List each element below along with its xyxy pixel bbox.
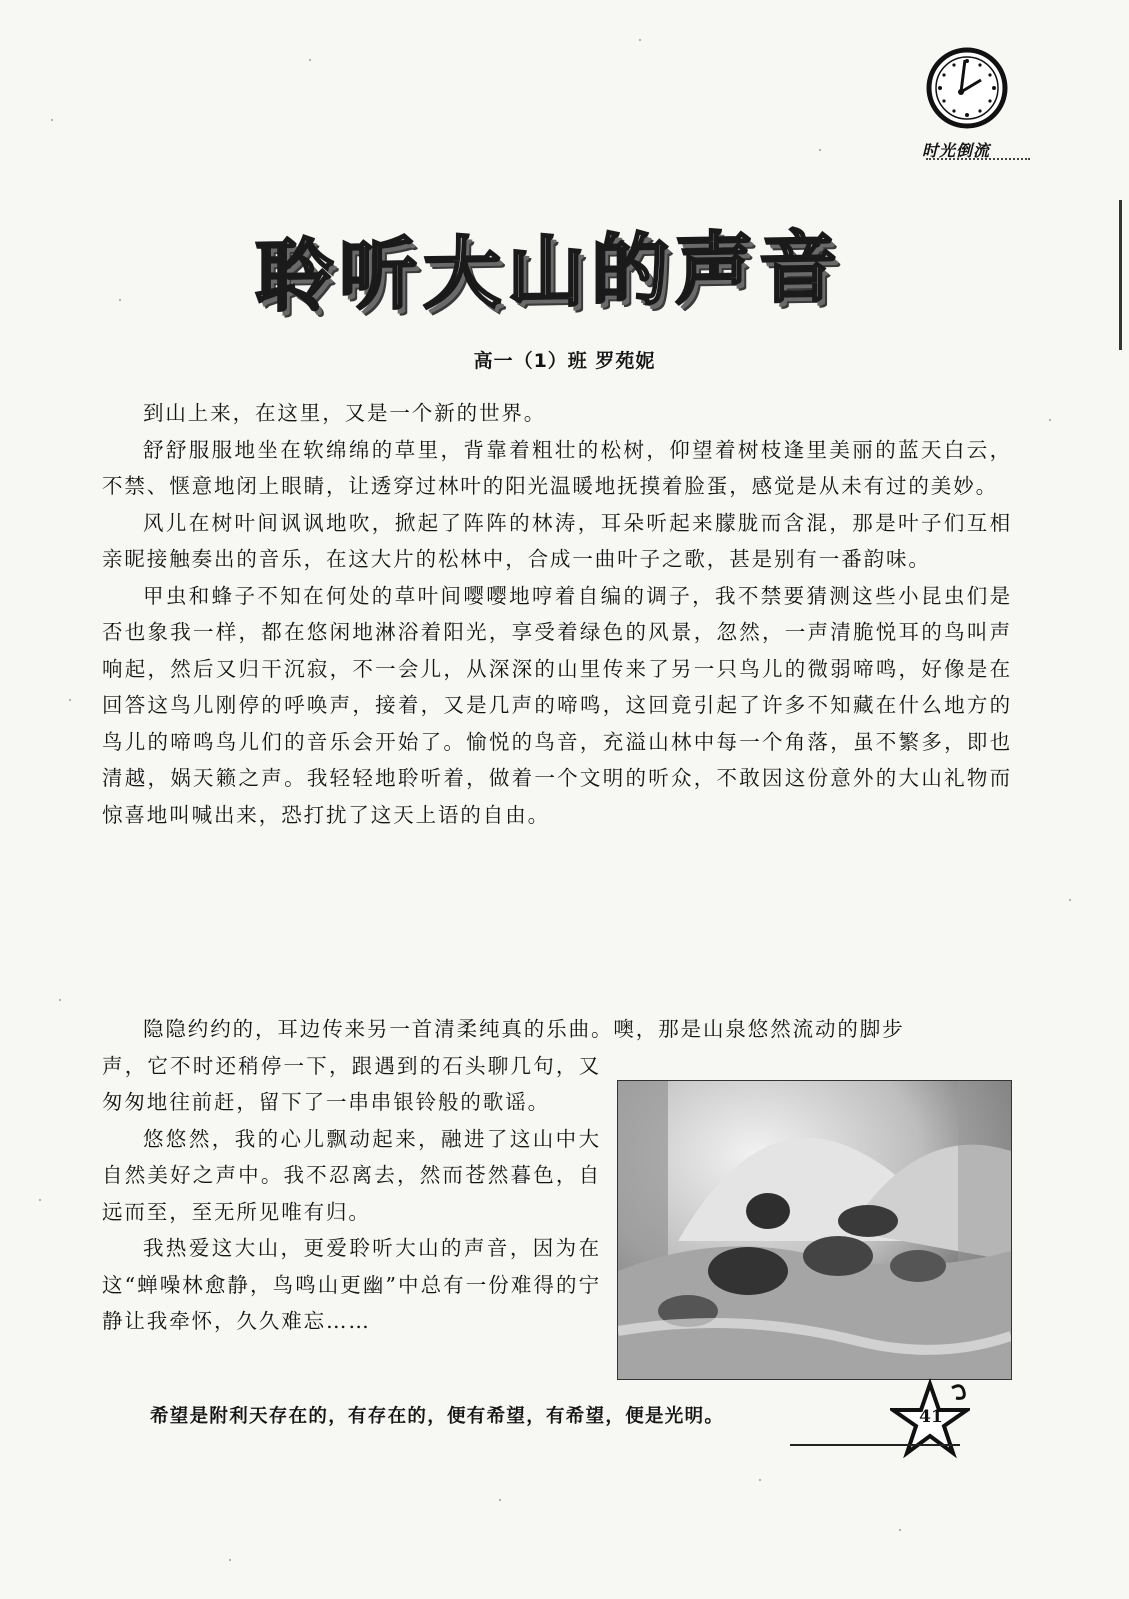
paragraph-1: 到山上来，在这里，又是一个新的世界。 [143,401,547,425]
mountain-photo [617,1080,1012,1380]
logo-text: 时光倒流 [922,141,991,160]
page-number: 41 [919,1407,943,1427]
paragraph-6: 悠悠然，我的心儿飘动起来，融进了这山中大自然美好之声中。我不忍离去，然而苍然暮色，自远而至，至无所见唯有归。 [102,1126,601,1224]
paragraph-5-first-line: 隐隐约约的，耳边传来另一首清柔纯真的乐曲。噢，那是山泉悠然流动的脚步 [143,1017,905,1041]
paragraph-3: 风儿在树叶间讽讽地吹，掀起了阵阵的林涛，耳朵听起来朦胧而含混，那是叶子们互相亲昵接触奏出的音乐，在这大片的松林中，合成一曲叶子之歌，甚是别有一番韵味。 [102,510,1012,571]
paragraph-4: 甲虫和蜂子不知在何处的草叶间嘤嘤地哼着自编的调子，我不禁要猜测这些小昆虫们是否也象我一样，都在悠闲地淋浴着阳光，享受着绿色的风景，忽然，一声清脆悦耳的鸟叫声响起，然后又归干沉寂，不一会儿，从深深的山里传来了另一只鸟儿的微弱啼鸣，好像是在回答这鸟儿刚停的呼唤声，接着，又是几声的啼鸣，这回竟引起了许多不知藏在什么地方的鸟儿的啼鸣鸟儿们的音乐会开始了。愉悦的鸟音，充溢山林中每一个角落，虽不繁多，即也清越，娲天籁之声。我轻轻地聆听着，做着一个文明的听众，不敢因这份意外的大山礼物而惊喜地叫喊出来，恐打扰了这天上语的自由。 [102,583,1012,827]
paragraph-2: 舒舒服服地坐在软绵绵的草里，背靠着粗壮的松树，仰望着树枝逢里美丽的蓝天白云，不禁、惬意地闭上眼睛，让透穿过林叶的阳光温暖地抚摸着脸蛋，感觉是从未有过的美妙。 [102,437,1012,498]
article-body [102,395,1012,833]
author-line: 高一（1）班 罗苑妮 [473,350,656,372]
paragraph-5-continued: 声，它不时还稍停一下，跟遇到的石头聊几句，又匆匆地往前赶，留下了一串串银铃般的歌谣。 [102,1053,601,1114]
photo-image [618,1081,1011,1379]
article-title: 聆听大山的声音 [255,222,844,323]
scan-edge [1119,200,1122,350]
paragraph-7: 我热爱这大山，更爱聆听大山的声音，因为在这“蝉噪林愈静，鸟鸣山更幽”中总有一份难得的宁静让我牵怀，久久难忘…… [102,1236,601,1333]
logo-reflection [926,158,1030,168]
footer-quote: 希望是附利天存在的，有存在的，便有希望，有希望，便是光明。 [150,1406,725,1427]
article-body-wrapped [102,1011,1012,1380]
footer-rule [790,1444,960,1446]
